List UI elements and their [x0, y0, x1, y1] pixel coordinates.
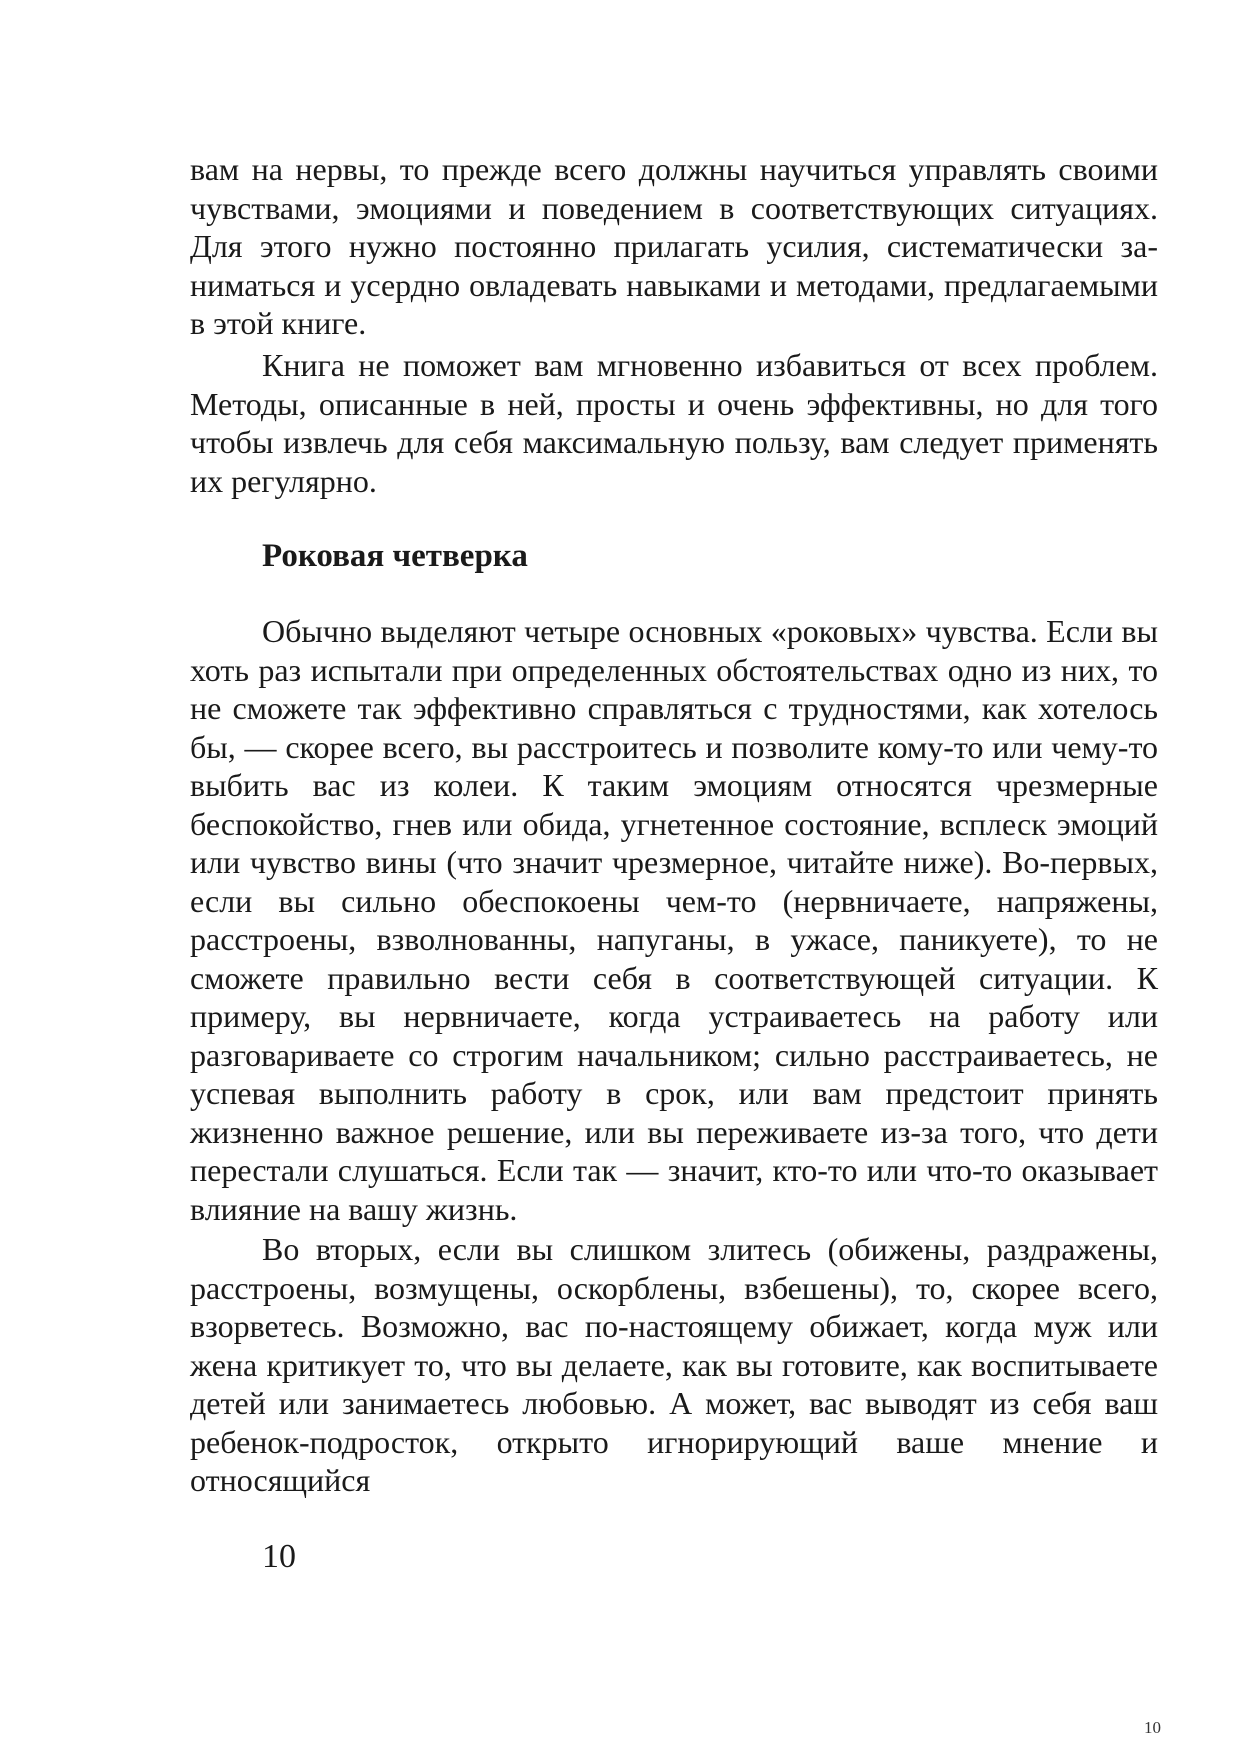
page-number: 10 [262, 1538, 296, 1575]
paragraph-book-methods [190, 346, 1158, 500]
paragraph-text: Книга не поможет вам мгновенно избавиться от всех проблем. Методы, описанные в ней, просты и очень эффективны, но для того чтобы извлечь для себя максимальную пользу, вам следует применять их регулярно. [190, 347, 1158, 499]
paragraph-fatal-four [190, 612, 1158, 1228]
section-heading: Роковая четверка [262, 538, 528, 574]
scan-page-number: 10 [1144, 1718, 1161, 1737]
paragraph-text: Обычно выделяют четыре основных «роковых» чувства. Если вы хоть раз испытали при определенных обстоятельствах одно из них, то не сможете так эффективно справляться с трудностями, как хотелось бы, — скорее всего, вы расстроитесь и позволите кому-то или чему-то выбить вас из колеи. К таким эмоциям относятся чрезмерные беспокойство, гнев или обида, угнетенное состояние, всплеск эмоций или чувство вины (что значит чрезмерное, читайте ниже). Во-первых, если вы сильно обеспокоены чем-то (нервничаете, напряжены, расстроены, взволнованны, напуганы, в ужасе, паникуете), то не сможете правильно вести себя в соответствующей ситуации. К примеру, вы нервничаете, когда устраиваетесь на работу или разговариваете со строгим начальником; сильно расстраиваетесь, не успевая выполнить работу в срок, или вам предстоит принять жизненно важное решение, или вы переживаете из-за того, что дети перестали слушаться. Если так — значит, кто-то или что-то оказывает влияние на вашу жизнь. [190, 613, 1158, 1227]
paragraph-intro [190, 150, 1158, 343]
paragraph-text: вам на нервы, то прежде всего должны научиться управлять своими чувствами, эмоциями и поведением в соответствующих ситуациях. Для этого нужно постоянно прилагать усилия, систематически заниматься и усердно овладевать навыками и методами, предлагаемыми в этой книге. [190, 151, 1158, 341]
paragraph-text: Во вторых, если вы слишком злитесь (обижены, раздражены, расстроены, возмущены, оскорблены, взбешены), то, скорее всего, взорветесь. Возможно, вас по-настоящему обижает, когда муж или жена критикует то, что вы делаете, как вы готовите, как воспитываете детей или занимаетесь любовью. А может, вас выводят из себя ваш ребенок-подросток, открыто игнорирующий ваше мнение и относящийся [190, 1231, 1158, 1498]
paragraph-anger [190, 1230, 1158, 1500]
